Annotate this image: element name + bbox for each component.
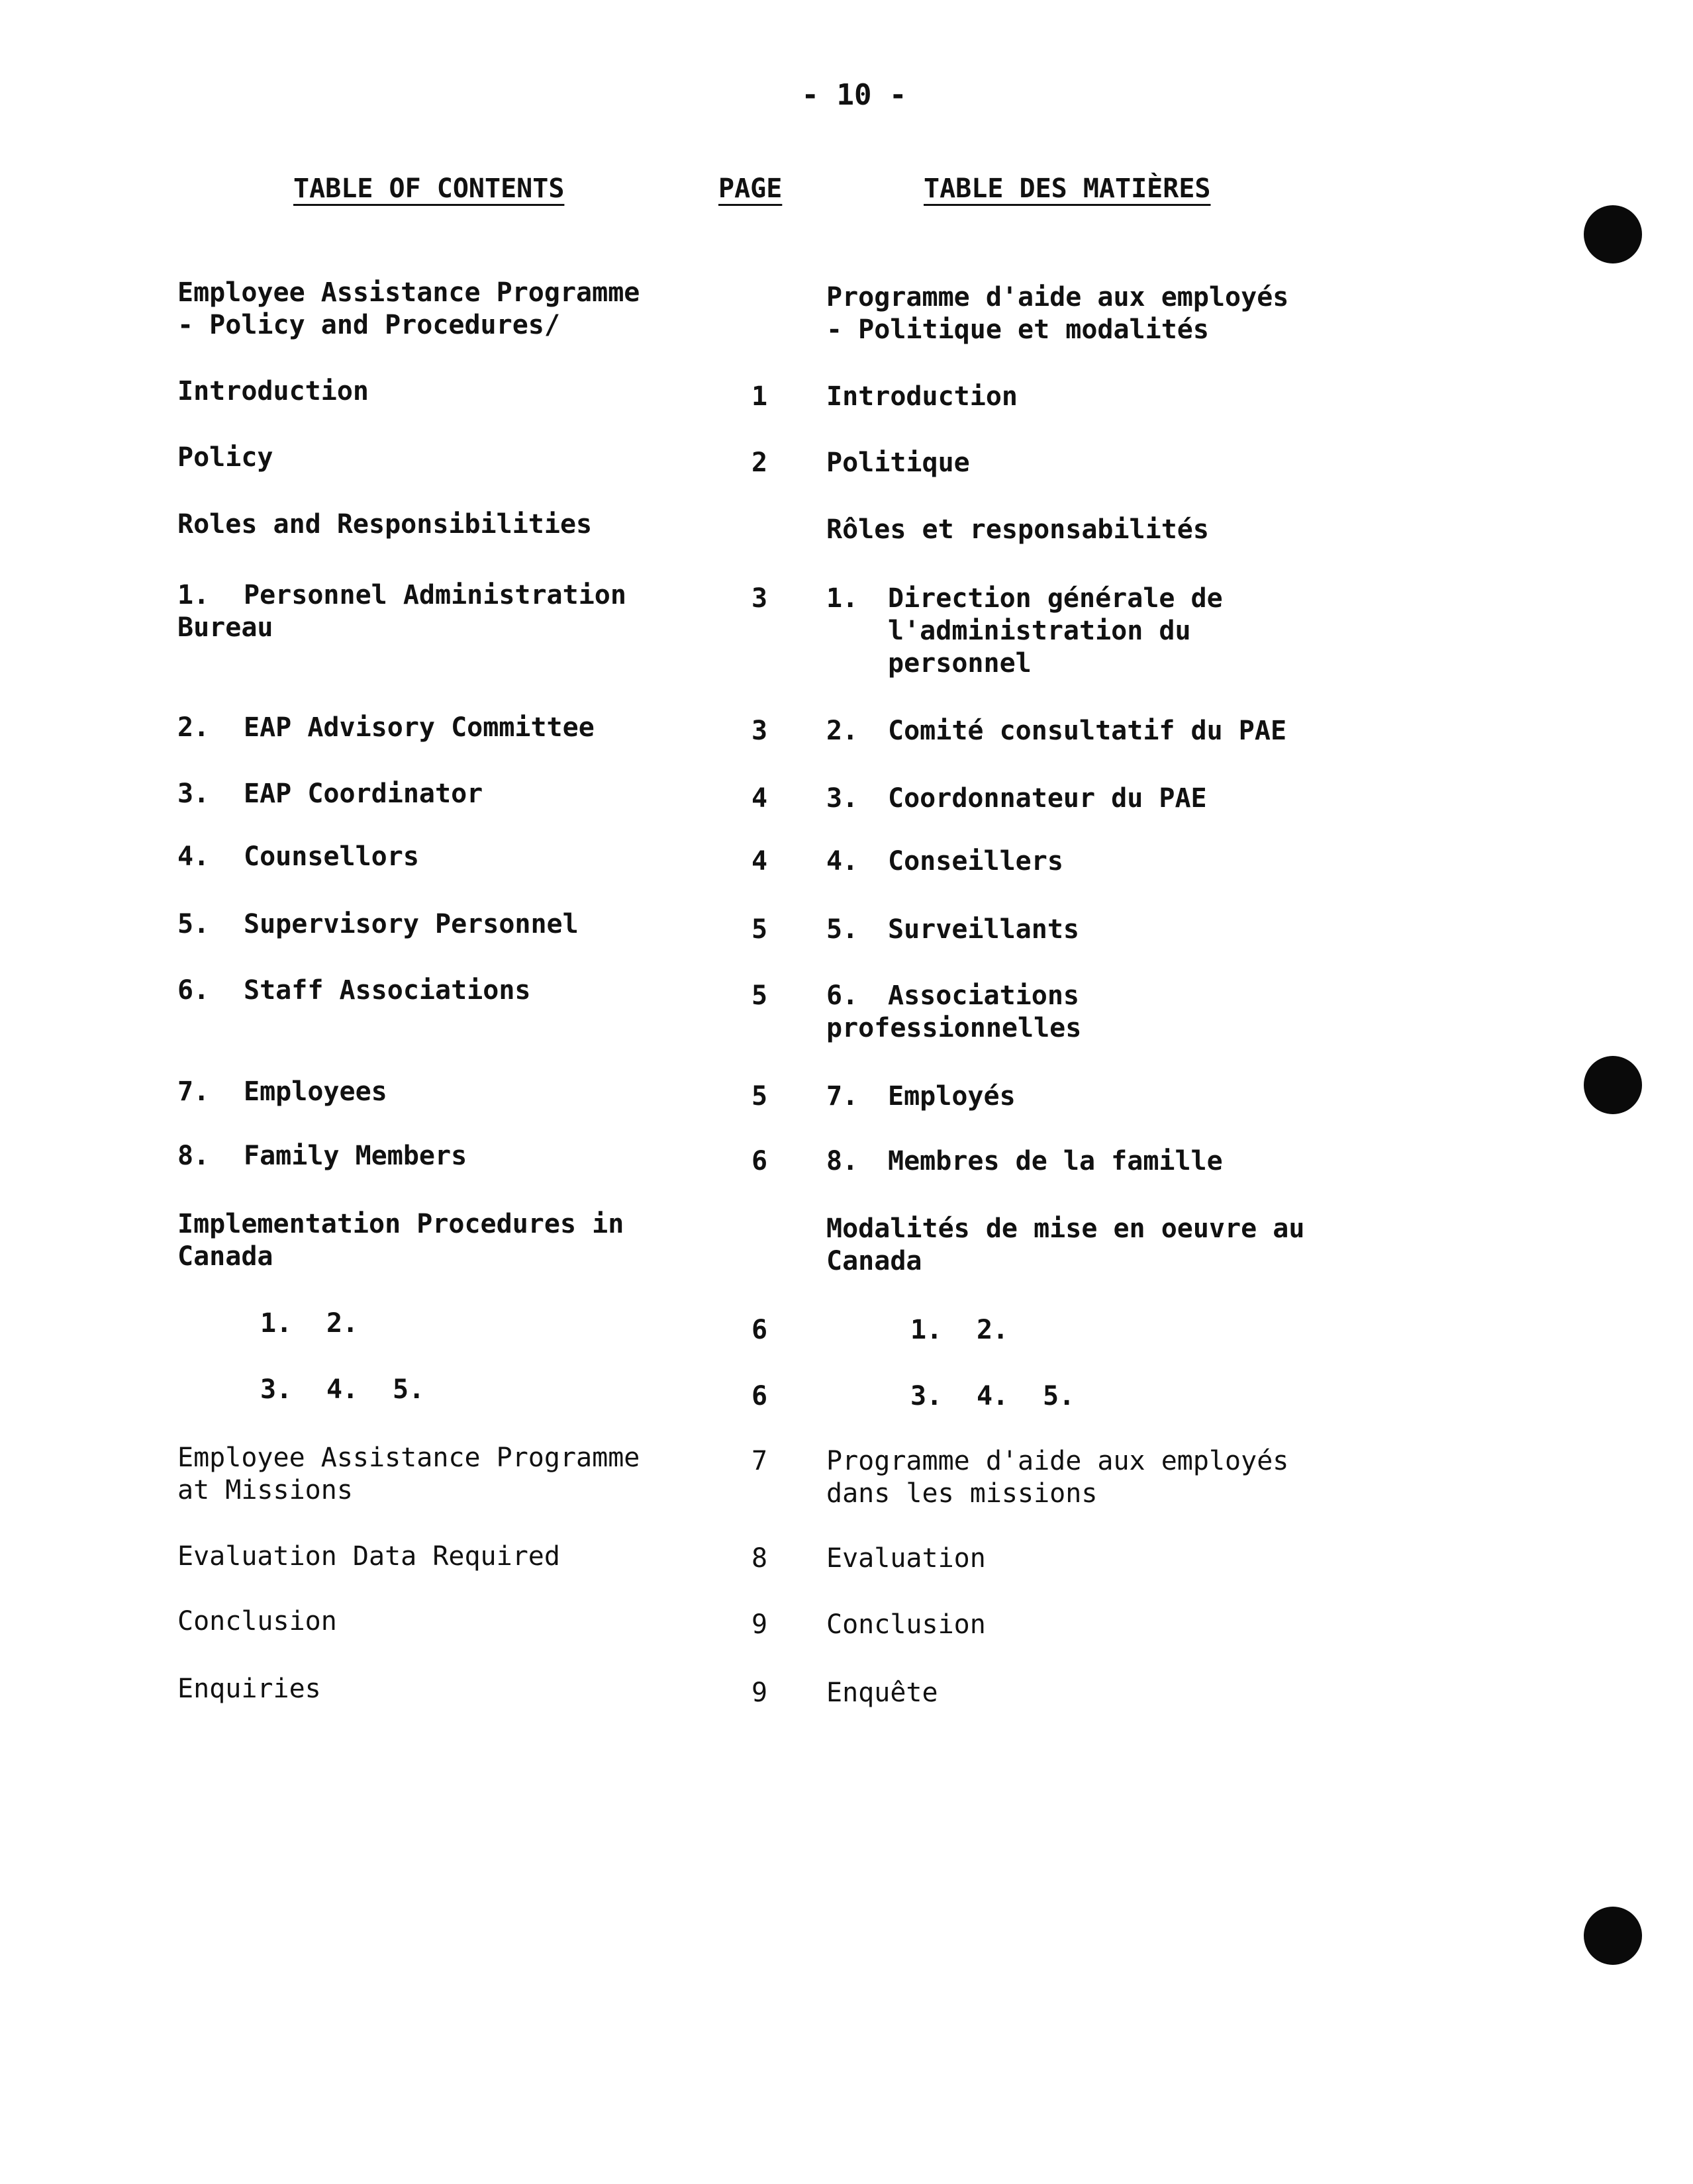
toc-page-number: 9 — [751, 1678, 768, 1708]
toc-line: Supervisory Personnel — [244, 909, 579, 939]
toc-line: at Missions — [177, 1475, 353, 1505]
toc-entry-fr — [826, 447, 970, 479]
toc-entry-en — [177, 1605, 337, 1638]
sub-item-number: 4. — [326, 1374, 359, 1405]
toc-line: Modalités de mise en oeuvre au — [826, 1213, 1305, 1244]
sub-item-number: 5. — [393, 1374, 425, 1405]
item-number: 3. — [177, 779, 210, 809]
toc-line: Family Members — [244, 1141, 467, 1171]
toc-entry-en — [177, 1541, 560, 1573]
toc-line: Employee Assistance Programme — [177, 277, 640, 308]
item-number: 7. — [177, 1076, 210, 1107]
toc-line: Conclusion — [826, 1609, 986, 1640]
toc-entry-en — [177, 1140, 467, 1172]
toc-entry-en — [177, 1208, 624, 1273]
toc-entry-fr — [826, 1445, 1288, 1510]
sub-item-number: 1. — [910, 1315, 943, 1345]
toc-page-number: 5 — [751, 1081, 768, 1112]
item-number: 1. — [826, 583, 859, 614]
toc-page-number: 5 — [751, 980, 768, 1011]
toc-page-number: 1 — [751, 381, 768, 412]
toc-line: Programme d'aide aux employés — [826, 282, 1289, 312]
punch-hole — [1584, 1056, 1642, 1114]
toc-page-number: 5 — [751, 914, 768, 945]
toc-line: Implementation Procedures in — [177, 1209, 624, 1239]
toc-line: - Politique et modalités — [826, 314, 1209, 345]
toc-line: Employees — [244, 1076, 387, 1107]
toc-line: Conseillers — [888, 846, 1063, 877]
item-number: 5. — [826, 914, 859, 945]
toc-page-number: 6 — [751, 1146, 768, 1176]
toc-line: Employés — [888, 1081, 1016, 1112]
toc-entry-fr — [910, 1380, 1109, 1413]
toc-entry-fr — [826, 1677, 938, 1709]
toc-page-number: 3 — [751, 583, 768, 614]
toc-entry-en — [177, 375, 369, 408]
toc-entry-fr — [826, 1145, 1223, 1178]
sub-item-number: 2. — [977, 1315, 1009, 1345]
toc-line: l'administration du — [888, 616, 1191, 646]
toc-line: Associations — [888, 980, 1079, 1011]
toc-line: Introduction — [826, 381, 1018, 412]
heading-table-of-contents: TABLE OF CONTENTS — [293, 173, 565, 204]
item-number: 6. — [826, 980, 859, 1011]
toc-entry-en — [177, 1442, 640, 1507]
sub-item-number: 1. — [260, 1308, 293, 1339]
toc-line: Bureau — [177, 612, 273, 643]
toc-line: - Policy and Procedures/ — [177, 310, 560, 340]
toc-line: Surveillants — [888, 914, 1079, 945]
toc-entry-en — [260, 1307, 393, 1340]
item-number: 5. — [177, 909, 210, 939]
toc-line: Evaluation — [826, 1543, 986, 1574]
toc-page-number: 6 — [751, 1315, 768, 1345]
toc-line: Direction générale de — [888, 583, 1223, 614]
toc-page-number: 9 — [751, 1609, 768, 1640]
item-number: 6. — [177, 975, 210, 1006]
punch-hole — [1584, 1907, 1642, 1965]
item-number: 4. — [177, 841, 210, 872]
toc-entry-en — [177, 974, 530, 1007]
toc-entry-fr — [826, 1543, 986, 1575]
sub-item-number: 2. — [326, 1308, 359, 1339]
toc-entry-en — [177, 908, 579, 941]
toc-entry-en — [177, 841, 419, 873]
sub-item-number: 3. — [910, 1381, 943, 1411]
item-number: 7. — [826, 1081, 859, 1112]
toc-line: EAP Coordinator — [244, 779, 483, 809]
heading-page: PAGE — [718, 173, 783, 204]
toc-entry-fr — [826, 1080, 1016, 1113]
toc-entry-fr — [826, 783, 1207, 815]
toc-page-number: 2 — [751, 448, 768, 478]
item-number: 2. — [826, 716, 859, 746]
toc-line: professionnelles — [826, 1013, 1082, 1043]
toc-line: Personnel Administration — [244, 580, 626, 610]
toc-entry-fr — [826, 583, 1223, 680]
toc-line: EAP Advisory Committee — [244, 712, 595, 743]
toc-entry-fr — [910, 1314, 1043, 1347]
toc-line: Staff Associations — [244, 975, 531, 1006]
toc-line: Conclusion — [177, 1606, 337, 1637]
item-number: 2. — [177, 712, 210, 743]
toc-line: Roles and Responsibilities — [177, 509, 593, 540]
toc-entry-fr — [826, 281, 1288, 346]
toc-entry-fr — [826, 1213, 1304, 1278]
item-number: 8. — [826, 1146, 859, 1176]
page-number: - 10 - — [801, 78, 907, 112]
sub-item-number: 5. — [1043, 1381, 1075, 1411]
heading-table-des-matieres: TABLE DES MATIÈRES — [924, 173, 1211, 204]
toc-entry-en — [177, 712, 595, 744]
toc-line: Enquiries — [177, 1674, 321, 1704]
toc-entry-en — [177, 1076, 387, 1108]
toc-entry-fr — [826, 980, 1081, 1045]
toc-page-number: 6 — [751, 1381, 768, 1411]
toc-page-number: 4 — [751, 846, 768, 877]
toc-entry-fr — [826, 514, 1209, 546]
toc-line: dans les missions — [826, 1478, 1098, 1509]
toc-entry-en — [260, 1374, 459, 1406]
toc-line: Policy — [177, 442, 273, 473]
toc-line: Enquête — [826, 1678, 938, 1708]
toc-entry-en — [177, 277, 640, 342]
toc-entry-en — [177, 442, 273, 474]
item-number: 8. — [177, 1141, 210, 1171]
toc-line: Membres de la famille — [888, 1146, 1223, 1176]
sub-item-number: 3. — [260, 1374, 293, 1405]
toc-page-number: 7 — [751, 1446, 768, 1476]
item-number: 4. — [826, 846, 859, 877]
toc-line: Rôles et responsabilités — [826, 514, 1209, 545]
toc-entry-fr — [826, 914, 1079, 946]
toc-entry-en — [177, 579, 626, 644]
item-number: 3. — [826, 783, 859, 814]
toc-page-number: 3 — [751, 716, 768, 746]
toc-line: Coordonnateur du PAE — [888, 783, 1207, 814]
toc-entry-en — [177, 1673, 321, 1705]
item-number: 1. — [177, 580, 210, 610]
toc-line: Evaluation Data Required — [177, 1541, 560, 1572]
toc-entry-fr — [826, 715, 1286, 747]
toc-line: Comité consultatif du PAE — [888, 716, 1287, 746]
sub-item-number: 4. — [977, 1381, 1009, 1411]
toc-line: Politique — [826, 448, 970, 478]
toc-line: Canada — [826, 1246, 922, 1276]
toc-line: Canada — [177, 1241, 273, 1272]
toc-line: Introduction — [177, 376, 369, 406]
punch-hole — [1584, 205, 1642, 263]
toc-line: Programme d'aide aux employés — [826, 1446, 1289, 1476]
toc-entry-fr — [826, 1609, 986, 1641]
toc-entry-fr — [826, 845, 1063, 878]
toc-entry-fr — [826, 381, 1018, 413]
toc-page-number: 8 — [751, 1543, 768, 1574]
toc-line: Employee Assistance Programme — [177, 1443, 640, 1473]
toc-entry-en — [177, 508, 592, 541]
toc-page-number: 4 — [751, 783, 768, 814]
toc-line: Counsellors — [244, 841, 419, 872]
toc-line: personnel — [888, 648, 1032, 679]
toc-entry-en — [177, 778, 483, 810]
